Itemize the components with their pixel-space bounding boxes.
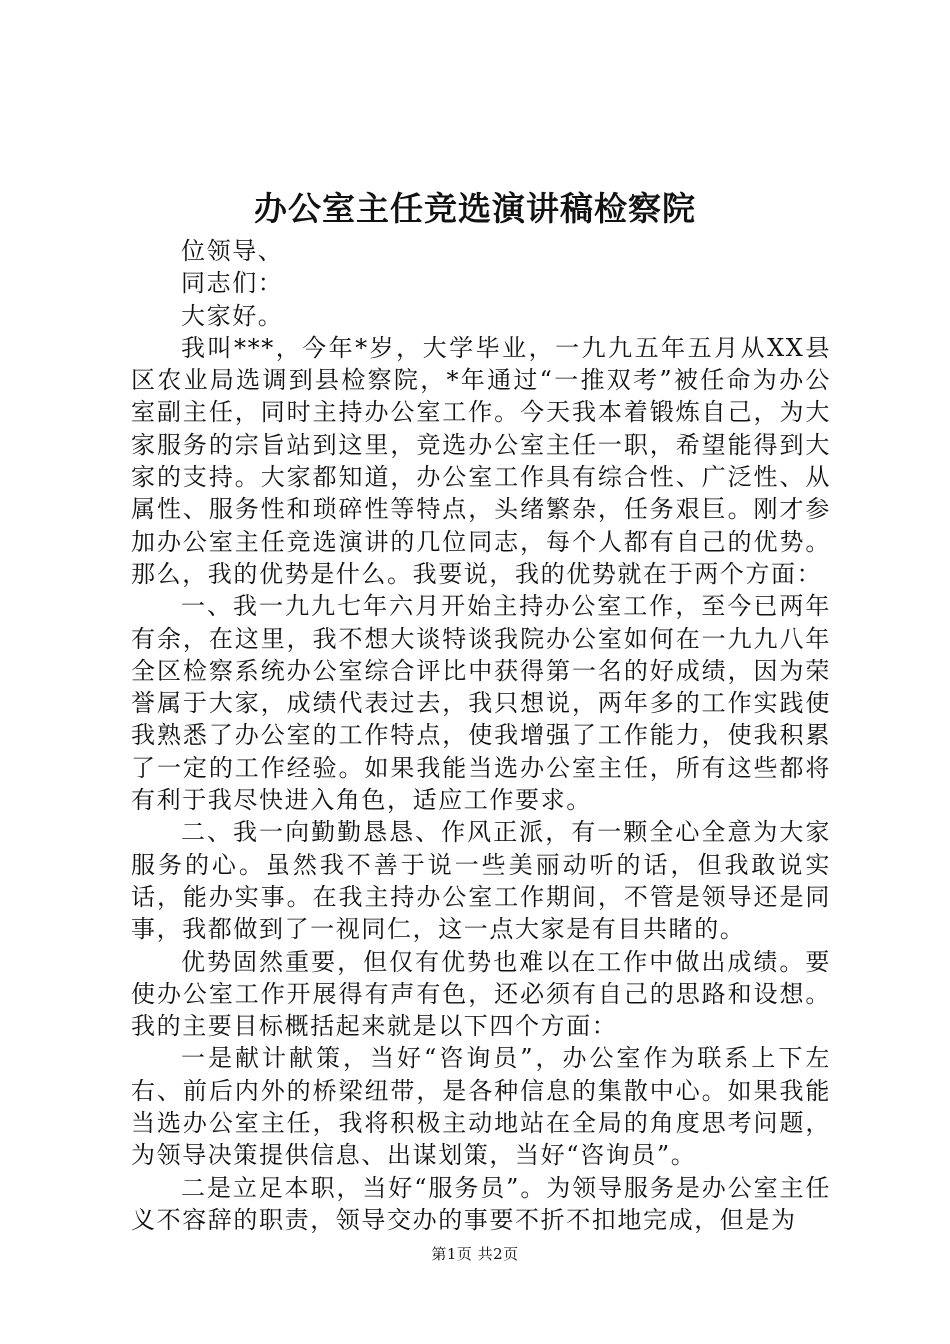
- paragraph-goals-intro: 优势固然重要，但仅有优势也难以在工作中做出成绩。要使办公室工作开展得有声有色，还必须有自己的思路和设想。我的主要目标概括起来就是以下四个方面：: [131, 947, 831, 1041]
- document-body: [131, 235, 831, 1236]
- paragraph-goal-one: 一是献计献策，当好“咨询员”，办公室作为联系上下左右、前后内外的桥梁纽带，是各种信息的集散中心。如果我能当选办公室主任，我将积极主动地站在全局的角度思考问题，为领导决策提供信息、出谋划策，当好“咨询员”。: [131, 1044, 831, 1170]
- paragraph-salutation-comrades: 同志们：: [181, 269, 284, 298]
- paragraph-advantage-one: 一、我一九九七年六月开始主持办公室工作，至今已两年有余，在这里，我不想大谈特谈我院办公室如何在一九九八年全区检察系统办公室综合评比中获得第一名的好成绩，因为荣誉属于大家，成绩代表过去，我只想说，两年多的工作实践使我熟悉了办公室的工作特点，使我增强了工作能力，使我积累了一定的工作经验。如果我能当选办公室主任，所有这些都将有利于我尽快进入角色，适应工作要求。: [131, 592, 831, 815]
- paragraph-greeting: 大家好。: [181, 301, 284, 330]
- paragraph-salutation-leaders: 位领导、: [181, 237, 284, 265]
- page-footer: 第1页 共2页: [431, 1245, 519, 1263]
- paragraph-goal-two: 二是立足本职，当好“服务员”。为领导服务是办公室主任义不容辞的职责，领导交办的事要不折不扣地完成，但是为: [131, 1173, 831, 1234]
- document-title: 办公室主任竞选演讲稿检察院: [254, 189, 696, 228]
- paragraph-advantage-two: 二、我一向勤勤恳恳、作风正派，有一颗全心全意为大家服务的心。虽然我不善于说一些美丽动听的话，但我敢说实话，能办实事。在我主持办公室工作期间，不管是领导还是同事，我都做到了一视同仁，这一点大家是有目共睹的。: [131, 818, 831, 944]
- paragraph-introduction: 我叫***，今年*岁，大学毕业，一九九五年五月从XX县区农业局选调到县检察院，*年通过“一推双考”被任命为办公室副主任，同时主持办公室工作。今天我本着锻炼自己，为大家服务的宗旨站到这里，竞选办公室主任一职，希望能得到大家的支持。大家都知道，办公室工作具有综合性、广泛性、从属性、服务性和琐碎性等特点，头绪繁杂，任务艰巨。刚才参加办公室主任竞选演讲的几位同志，每个人都有自己的优势。那么，我的优势是什么。我要说，我的优势就在于两个方面：: [131, 333, 831, 588]
